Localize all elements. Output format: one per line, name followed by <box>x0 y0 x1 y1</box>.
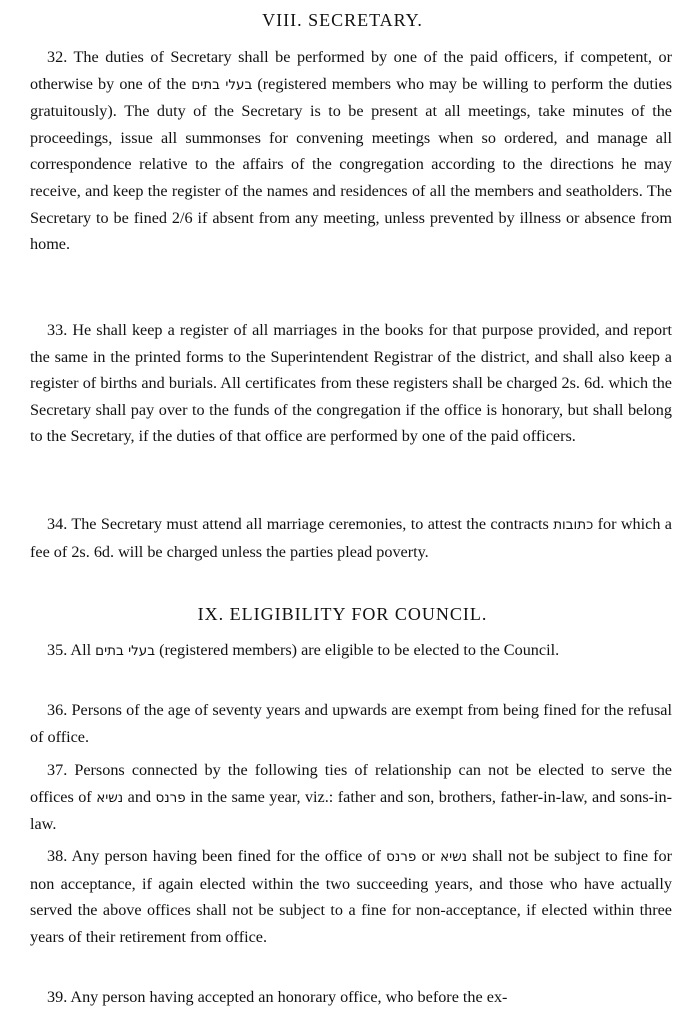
rule-text: shall not be subject to fine for non acceptance, if again elected within the two succeeding years, and those who have actually served the above offices shall not be subject to a fine for non-acceptance, if elected within three years of their retirement from office. <box>30 847 673 946</box>
rule-number: 35. <box>47 641 68 659</box>
rule-text: and <box>123 787 156 806</box>
section-heading-secretary: VIII. SECRETARY. <box>262 10 423 30</box>
rule-text: Persons of the age of seventy years and upwards are exempt from being fined for the refusal of office. <box>30 701 672 746</box>
rule-number: 32. <box>47 48 68 66</box>
rule-text: He shall keep a register of all marriages in the books for that purpose provided, and report the same in the printed forms to the Superintendent Registrar of the district, and shall also keep a register of births and burials. All certificates from these registers shall be charged 2s. 6d. which the Secretary shall pay over to the funds of the congregation if the office is honorary, but shall belong to the Secretary, if the duties of that office are performed by one of the paid officers. <box>30 321 672 446</box>
hebrew-term: כתובות <box>553 517 594 533</box>
hebrew-term: נשיא <box>96 789 124 806</box>
section-heading-eligibility: IX. ELIGIBILITY FOR COUNCIL. <box>197 604 488 624</box>
rule-35 <box>30 637 672 665</box>
rule-36 <box>30 697 672 750</box>
hebrew-term: נשיא <box>440 849 468 865</box>
rule-text: All <box>67 641 96 659</box>
hebrew-term: פרנס <box>155 789 186 806</box>
hebrew-term: פרנס <box>386 849 417 865</box>
rule-text: The Secretary must attend all marriage ceremonies, to attest the contracts <box>67 515 554 533</box>
rule-text: in the same year, viz.: father and son, brothers, father-in-law, and sons-in-law. <box>30 787 672 834</box>
rule-number: 34. <box>47 515 68 533</box>
rule-text: (registered members) are eligible to be elected to the Council. <box>155 641 560 659</box>
rule-number: 39. <box>47 988 68 1006</box>
rule-text: Any person having accepted an honorary office, who before the ex- <box>67 988 508 1006</box>
rule-33 <box>30 317 672 450</box>
rule-text: (registered members who may be willing to perform the duties gratuitously). The duty of the Secretary is to be present at all meetings, take minutes of the proceedings, issue all summonses for convening meetings when so ordered, and manage all correspondence relative to the affairs of the congregation according to the directions he may receive, and keep the register of the names and residences of all the members and seatholders. The Secretary to be fined 2/6 if absent from any meeting, unless prevented by illness or absence from home. <box>30 74 672 254</box>
hebrew-term: בעלי בתים <box>191 76 253 93</box>
rule-text: The duties of Secretary shall be performed by one of the paid officers, if competent, or otherwise by one of the <box>30 48 672 93</box>
rule-32 <box>30 44 672 258</box>
hebrew-term: בעלי בתים <box>95 643 156 659</box>
rule-number: 33. <box>47 321 68 339</box>
rule-text: Persons connected by the following ties of relationship can not be elected to serve the offices of <box>30 761 672 806</box>
rule-39 <box>30 984 672 1011</box>
rule-38 <box>30 843 672 950</box>
rule-37 <box>30 757 672 838</box>
rule-text: Any person having been fined for the office of <box>67 847 387 865</box>
rule-number: 37. <box>47 761 68 779</box>
rule-text: for which a fee of 2s. 6d. will be charged unless the parties plead poverty. <box>30 515 672 561</box>
rule-number: 38. <box>47 847 68 865</box>
rule-34 <box>30 511 672 565</box>
rule-number: 36. <box>47 701 68 719</box>
rule-text: or <box>416 847 441 865</box>
